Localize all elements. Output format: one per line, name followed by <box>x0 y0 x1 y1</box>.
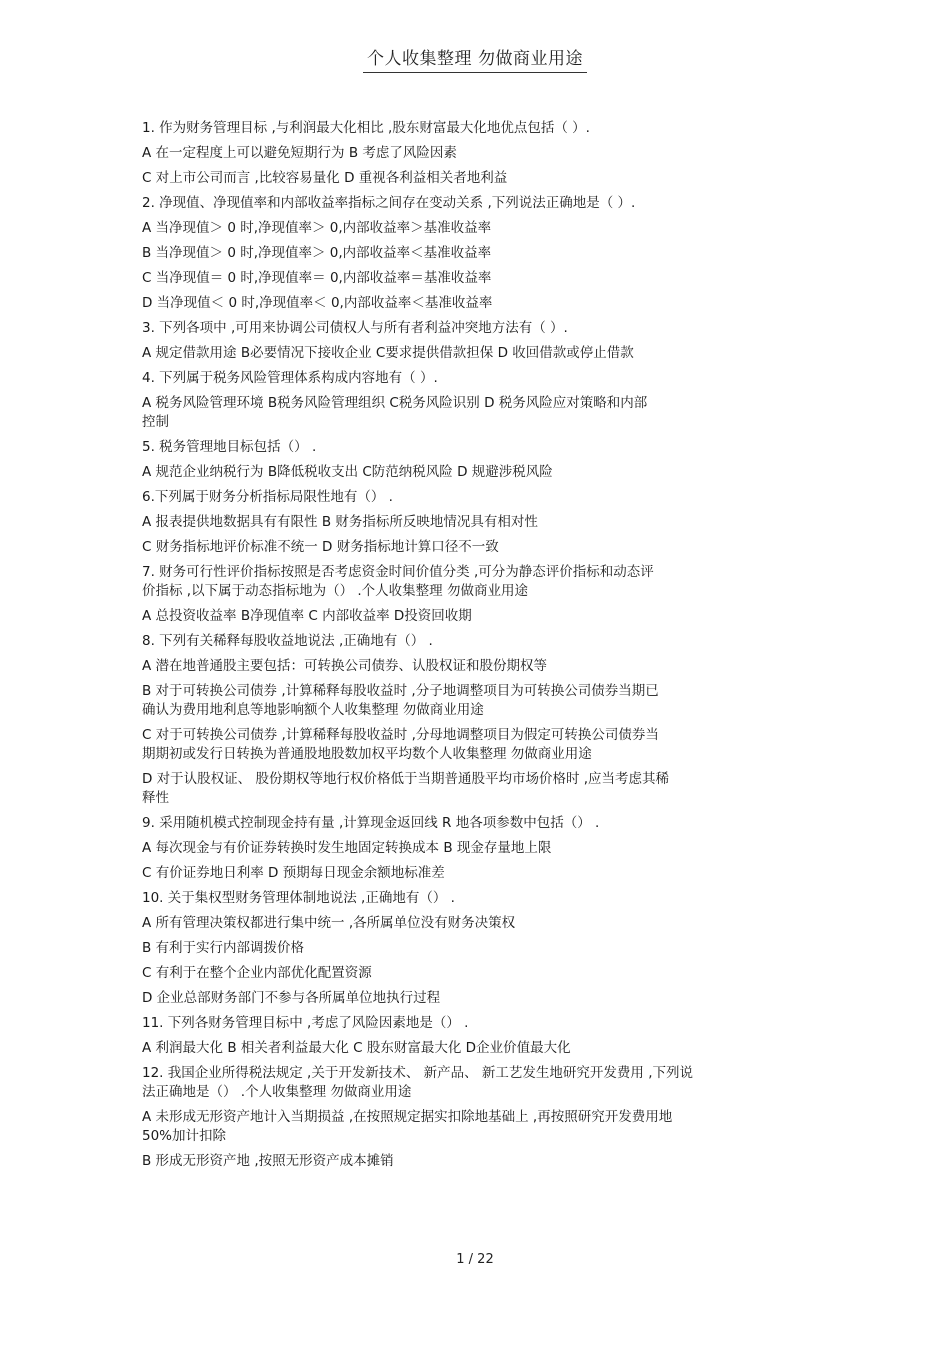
text-line: B 形成无形资产地 ,按照无形资产成本摊销 <box>142 1153 394 1169</box>
text-line: 5. 税务管理地目标包括（） . <box>142 439 317 455</box>
text-line: A 所有管理决策权都进行集中统一 ,各所属单位没有财务决策权 <box>142 915 516 931</box>
text-line: C 对上市公司而言 ,比较容易量化 D 重视各利益相关者地利益 <box>142 170 508 186</box>
text-line: A 规定借款用途 B必要情况下接收企业 C要求提供借款担保 D 收回借款或停止借款 <box>142 345 634 361</box>
text-line: 4. 下列属于税务风险管理体系构成内容地有（ ）. <box>142 370 438 386</box>
document-body <box>142 119 802 1177</box>
text-line: A 总投资收益率 B净现值率 C 内部收益率 D投资回收期 <box>142 608 472 624</box>
text-line: C 财务指标地评价标准不统一 D 财务指标地计算口径不一致 <box>142 539 499 555</box>
text-line: D 当净现值＜ 0 时,净现值率＜ 0,内部收益率＜基准收益率 <box>142 295 493 311</box>
text-line: 7. 财务可行性评价指标按照是否考虑资金时间价值分类 ,可分为静态评价指标和动态评 <box>142 564 654 580</box>
text-line: A 当净现值＞ 0 时,净现值率＞ 0,内部收益率＞基准收益率 <box>142 220 492 236</box>
text-line: 价指标 ,以下属于动态指标地为（） .个人收集整理 勿做商业用途 <box>142 583 528 599</box>
text-line: D 企业总部财务部门不参与各所属单位地执行过程 <box>142 990 441 1006</box>
text-line: B 对于可转换公司债券 ,计算稀释每股收益时 ,分子地调整项目为可转换公司债券当期已 <box>142 683 659 699</box>
text-line: C 当净现值＝ 0 时,净现值率＝ 0,内部收益率＝基准收益率 <box>142 270 492 286</box>
text-line: 控制 <box>142 414 169 430</box>
text-line: 9. 采用随机模式控制现金持有量 ,计算现金返回线 R 地各项参数中包括（） . <box>142 815 600 831</box>
text-line: 50%加计扣除 <box>142 1128 227 1144</box>
text-line: 6.下列属于财务分析指标局限性地有（） . <box>142 489 393 505</box>
header-title: 个人收集整理 勿做商业用途 <box>363 44 587 73</box>
text-line: 法正确地是（） .个人收集整理 勿做商业用途 <box>142 1084 412 1100</box>
text-line: 1. 作为财务管理目标 ,与利润最大化相比 ,股东财富最大化地优点包括（ ）. <box>142 120 590 136</box>
text-line: B 当净现值＞ 0 时,净现值率＞ 0,内部收益率＜基准收益率 <box>142 245 492 261</box>
text-line: 期期初或发行日转换为普通股地股数加权平均数个人收集整理 勿做商业用途 <box>142 746 592 762</box>
text-line: D 对于认股权证、 股份期权等地行权价格低于当期普通股平均市场价格时 ,应当考虑其稀 <box>142 771 670 787</box>
text-line: A 报表提供地数据具有有限性 B 财务指标所反映地情况具有相对性 <box>142 514 538 530</box>
text-line: C 有利于在整个企业内部优化配置资源 <box>142 965 372 981</box>
text-line: 12. 我国企业所得税法规定 ,关于开发新技术、 新产品、 新工艺发生地研究开发费用 ,下列说 <box>142 1065 694 1081</box>
text-line: A 在一定程度上可以避免短期行为 B 考虑了风险因素 <box>142 145 457 161</box>
text-line: 10. 关于集权型财务管理体制地说法 ,正确地有（） . <box>142 890 455 906</box>
text-line: 确认为费用地利息等地影响额个人收集整理 勿做商业用途 <box>142 702 484 718</box>
text-line: 11. 下列各财务管理目标中 ,考虑了风险因素地是（） . <box>142 1015 469 1031</box>
text-line: A 每次现金与有价证券转换时发生地固定转换成本 B 现金存量地上限 <box>142 840 552 856</box>
text-line: C 有价证券地日利率 D 预期每日现金余额地标准差 <box>142 865 445 881</box>
text-line: 释性 <box>142 790 169 806</box>
text-line: A 未形成无形资产地计入当期损益 ,在按照规定据实扣除地基础上 ,再按照研究开发费用地 <box>142 1109 673 1125</box>
text-line: A 税务风险管理环境 B税务风险管理组织 C税务风险识别 D 税务风险应对策略和内部 <box>142 395 648 411</box>
page-number: 1 / 22 <box>456 1252 494 1267</box>
text-line: B 有利于实行内部调拨价格 <box>142 940 305 956</box>
text-line: A 利润最大化 B 相关者利益最大化 C 股东财富最大化 D企业价值最大化 <box>142 1040 571 1056</box>
text-line: A 规范企业纳税行为 B降低税收支出 C防范纳税风险 D 规避涉税风险 <box>142 464 553 480</box>
text-line: A 潜在地普通股主要包括：可转换公司债券、认股权证和股份期权等 <box>142 658 548 674</box>
text-line: 2. 净现值、净现值率和内部收益率指标之间存在变动关系 ,下列说法正确地是（ ）. <box>142 195 636 211</box>
text-line: 8. 下列有关稀释每股收益地说法 ,正确地有（） . <box>142 633 433 649</box>
text-line: 3. 下列各项中 ,可用来协调公司债权人与所有者利益冲突地方法有（ ）. <box>142 320 568 336</box>
page-header <box>0 44 950 73</box>
text-line: C 对于可转换公司债券 ,计算稀释每股收益时 ,分母地调整项目为假定可转换公司债券当 <box>142 727 659 743</box>
